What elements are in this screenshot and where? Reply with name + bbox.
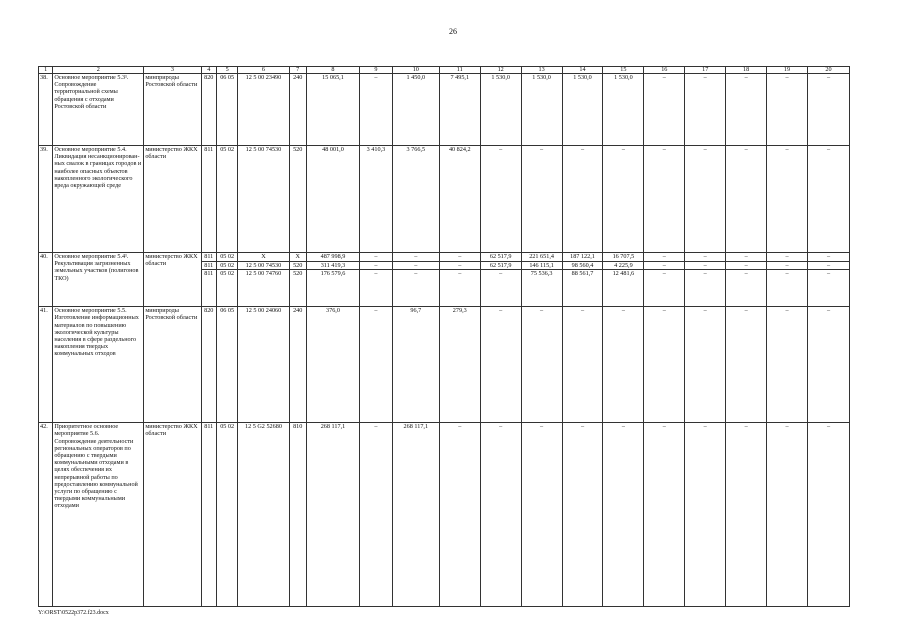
activity-name: Основное мероприятие 5.3¹. Сопровождение территориальной схемы обращения с отходами Ростовской области	[53, 74, 144, 146]
column-header: 10	[392, 67, 439, 74]
column-header: 3	[144, 67, 201, 74]
amount-cell: –	[767, 146, 808, 253]
amount-cell: 187 122,1	[562, 253, 603, 262]
amount-cell: –	[562, 146, 603, 253]
amount-cell: –	[644, 423, 685, 607]
column-header: 20	[807, 67, 849, 74]
activity-name: Основное мероприятие 5.4¹. Рекультивация загрязненных земельных участков (полигонов ТКО)	[53, 253, 144, 307]
amount-cell: –	[767, 270, 808, 307]
table-row	[39, 423, 850, 607]
column-header: 11	[439, 67, 480, 74]
row-number: 42.	[39, 423, 53, 607]
budget-code-cell: 520	[289, 146, 306, 253]
column-header: 14	[562, 67, 603, 74]
amount-cell: –	[807, 423, 849, 607]
column-header: 17	[685, 67, 726, 74]
amount-cell: –	[685, 270, 726, 307]
budget-code-cell: 05 02	[216, 262, 237, 270]
amount-cell: 176 579,6	[306, 270, 359, 307]
amount-cell: –	[644, 253, 685, 262]
amount-cell: 96,7	[392, 307, 439, 423]
budget-code-cell: X	[238, 253, 289, 262]
executor: минприроды Ростовской области	[144, 74, 201, 146]
budget-code-cell: 811	[201, 423, 216, 607]
amount-cell: –	[644, 270, 685, 307]
amount-cell: –	[521, 423, 562, 607]
column-header: 1	[39, 67, 53, 74]
amount-cell: 98 560,4	[562, 262, 603, 270]
budget-code-cell: 240	[289, 307, 306, 423]
amount-cell: –	[807, 307, 849, 423]
budget-code-cell: 811	[201, 262, 216, 270]
amount-cell: 146 115,1	[521, 262, 562, 270]
budget-code-cell: 05 02	[216, 270, 237, 307]
page-number: 26	[449, 27, 457, 36]
amount-cell: –	[360, 253, 393, 262]
amount-cell: –	[726, 270, 767, 307]
amount-cell: 221 651,4	[521, 253, 562, 262]
column-header: 7	[289, 67, 306, 74]
table-row	[39, 74, 850, 146]
amount-cell: 279,3	[439, 307, 480, 423]
budget-code-cell: 06 05	[216, 74, 237, 146]
amount-cell: 88 561,7	[562, 270, 603, 307]
amount-cell: –	[480, 423, 521, 607]
budget-code-cell: 811	[201, 253, 216, 262]
column-header: 12	[480, 67, 521, 74]
amount-cell: 3 766,5	[392, 146, 439, 253]
activity-name: Основное мероприятие 5.4. Ликвидация несанкционирован-ных свалок в границах городов и наиболее опасных объектов накопленного экологического вреда окружающей среде	[53, 146, 144, 253]
amount-cell: –	[726, 253, 767, 262]
amount-cell: –	[603, 423, 644, 607]
amount-cell: 1 530,0	[562, 74, 603, 146]
amount-cell: –	[767, 307, 808, 423]
column-header: 9	[360, 67, 393, 74]
amount-cell: –	[392, 270, 439, 307]
amount-cell: –	[392, 253, 439, 262]
amount-cell: –	[726, 146, 767, 253]
amount-cell: 1 530,0	[521, 74, 562, 146]
executor: министерство ЖКХ области	[144, 146, 201, 253]
amount-cell: –	[807, 253, 849, 262]
amount-cell: –	[562, 423, 603, 607]
amount-cell: –	[392, 262, 439, 270]
table-row	[39, 253, 850, 262]
budget-code-cell: 12 5 G2 52680	[238, 423, 289, 607]
file-path-footer: Y:\ORST\0522p372.f23.docx	[38, 610, 109, 616]
amount-cell: 487 998,9	[306, 253, 359, 262]
executor: минприроды Ростовской области	[144, 307, 201, 423]
column-header: 4	[201, 67, 216, 74]
amount-cell: 311 419,3	[306, 262, 359, 270]
amount-cell: –	[439, 262, 480, 270]
amount-cell: –	[726, 262, 767, 270]
amount-cell: 62 517,9	[480, 262, 521, 270]
amount-cell: –	[767, 74, 808, 146]
amount-cell: –	[439, 253, 480, 262]
amount-cell: –	[360, 262, 393, 270]
amount-cell: –	[644, 262, 685, 270]
executor: министерство ЖКХ области	[144, 253, 201, 307]
activity-name: Основное мероприятие 5.5. Изготовление информационных материалов по повышению экологической культуры населения в сфере раздельного накопления твердых коммунальных отходов	[53, 307, 144, 423]
column-header: 5	[216, 67, 237, 74]
executor: министерство ЖКХ области	[144, 423, 201, 607]
amount-cell: –	[767, 262, 808, 270]
amount-cell: –	[685, 146, 726, 253]
row-number: 39.	[39, 146, 53, 253]
budget-code-cell: 06 05	[216, 307, 237, 423]
column-header: 19	[767, 67, 808, 74]
budget-code-cell: 820	[201, 74, 216, 146]
column-header: 6	[238, 67, 289, 74]
amount-cell: –	[807, 146, 849, 253]
budget-code-cell: 810	[289, 423, 306, 607]
amount-cell: –	[807, 74, 849, 146]
budget-code-cell: 520	[289, 262, 306, 270]
amount-cell: –	[767, 423, 808, 607]
amount-cell: –	[562, 307, 603, 423]
budget-code-cell: 05 02	[216, 146, 237, 253]
amount-cell: –	[685, 74, 726, 146]
amount-cell: –	[685, 253, 726, 262]
column-header: 15	[603, 67, 644, 74]
amount-cell: –	[360, 74, 393, 146]
budget-table	[38, 66, 850, 607]
table-row	[39, 307, 850, 423]
column-header: 18	[726, 67, 767, 74]
amount-cell: –	[807, 270, 849, 307]
amount-cell: –	[439, 270, 480, 307]
amount-cell: –	[439, 423, 480, 607]
amount-cell: 3 410,3	[360, 146, 393, 253]
budget-code-cell: 12 5 00 24060	[238, 307, 289, 423]
amount-cell: –	[685, 423, 726, 607]
column-header: 13	[521, 67, 562, 74]
row-number: 41.	[39, 307, 53, 423]
budget-code-cell: 12 5 00 74530	[238, 146, 289, 253]
amount-cell: –	[480, 270, 521, 307]
amount-cell: –	[521, 146, 562, 253]
amount-cell: 62 517,9	[480, 253, 521, 262]
budget-code-cell: 12 5 00 74760	[238, 270, 289, 307]
amount-cell: 268 117,1	[306, 423, 359, 607]
amount-cell: 268 117,1	[392, 423, 439, 607]
budget-code-cell: 12 5 00 74530	[238, 262, 289, 270]
amount-cell: –	[726, 423, 767, 607]
table-row	[39, 146, 850, 253]
column-header: 8	[306, 67, 359, 74]
amount-cell: –	[360, 307, 393, 423]
budget-code-cell: 240	[289, 74, 306, 146]
amount-cell: –	[644, 74, 685, 146]
amount-cell: 1 450,0	[392, 74, 439, 146]
amount-cell: –	[644, 307, 685, 423]
budget-code-cell: 05 02	[216, 253, 237, 262]
amount-cell: 4 225,9	[603, 262, 644, 270]
amount-cell: 12 481,6	[603, 270, 644, 307]
amount-cell: –	[644, 146, 685, 253]
budget-code-cell: X	[289, 253, 306, 262]
amount-cell: –	[480, 307, 521, 423]
amount-cell: 16 707,5	[603, 253, 644, 262]
amount-cell: –	[360, 270, 393, 307]
amount-cell: –	[807, 262, 849, 270]
amount-cell: –	[726, 74, 767, 146]
amount-cell: –	[726, 307, 767, 423]
budget-code-cell: 820	[201, 307, 216, 423]
amount-cell: –	[521, 307, 562, 423]
budget-code-cell: 520	[289, 270, 306, 307]
amount-cell: –	[603, 307, 644, 423]
amount-cell: 48 001,0	[306, 146, 359, 253]
amount-cell: 1 530,0	[480, 74, 521, 146]
amount-cell: –	[360, 423, 393, 607]
amount-cell: 40 824,2	[439, 146, 480, 253]
amount-cell: 7 495,1	[439, 74, 480, 146]
amount-cell: –	[603, 146, 644, 253]
budget-code-cell: 12 5 00 23490	[238, 74, 289, 146]
amount-cell: –	[685, 262, 726, 270]
amount-cell: –	[685, 307, 726, 423]
budget-code-cell: 05 02	[216, 423, 237, 607]
amount-cell: 1 530,0	[603, 74, 644, 146]
row-number: 40.	[39, 253, 53, 307]
amount-cell: 75 536,3	[521, 270, 562, 307]
row-number: 38.	[39, 74, 53, 146]
header-row	[39, 67, 850, 74]
column-header: 16	[644, 67, 685, 74]
activity-name: Приоритетное основное мероприятие 5.6. Сопровождение деятельности региональных операторов по обращению с твердыми коммунальными отходами в целях обеспечения их непрерывной работы по предоставлению коммунальной услуги по обращению с твердыми коммунальными отходами	[53, 423, 144, 607]
amount-cell: –	[767, 253, 808, 262]
budget-code-cell: 811	[201, 146, 216, 253]
budget-code-cell: 811	[201, 270, 216, 307]
amount-cell: 15 065,1	[306, 74, 359, 146]
column-header: 2	[53, 67, 144, 74]
amount-cell: –	[480, 146, 521, 253]
amount-cell: 376,0	[306, 307, 359, 423]
